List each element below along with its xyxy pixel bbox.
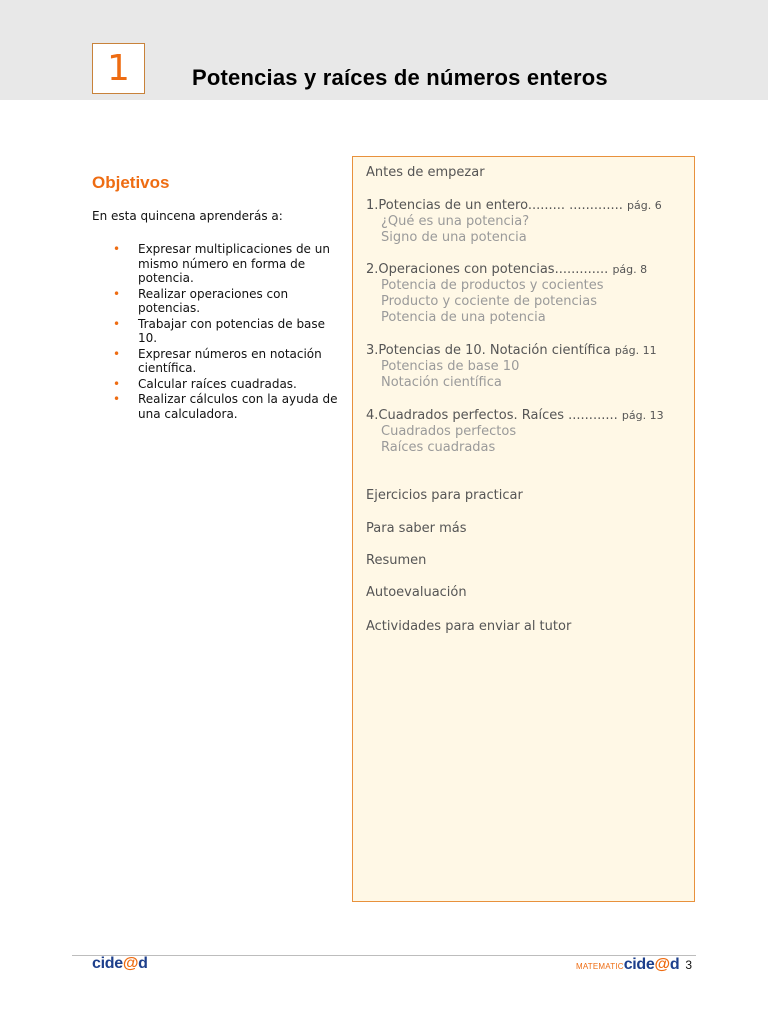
table-of-contents xyxy=(352,156,695,902)
objective-item: • Realizar operaciones con potencias. xyxy=(113,286,289,315)
toc-item-before[interactable]: Antes de empezar xyxy=(366,165,485,180)
bullet-icon: • xyxy=(113,316,121,331)
cidead-logo: cide@d xyxy=(92,955,148,972)
toc-subitem[interactable]: Notación científica xyxy=(381,375,502,390)
toc-section-1[interactable]: 1.Potencias de un entero......... ............. pág. 6 xyxy=(366,198,662,213)
subject-label: MATEMATIC xyxy=(575,962,624,971)
toc-item-summary[interactable]: Resumen xyxy=(366,553,427,568)
toc-subitem[interactable]: Producto y cociente de potencias xyxy=(381,294,598,309)
toc-subitem[interactable]: Raíces cuadradas xyxy=(381,440,496,455)
toc-item-self-assessment[interactable]: Autoevaluación xyxy=(366,585,467,600)
toc-subitem[interactable]: Potencia de una potencia xyxy=(381,310,546,325)
toc-subitem[interactable]: Potencia de productos y cocientes xyxy=(381,278,604,293)
toc-subitem[interactable]: Potencias de base 10 xyxy=(381,359,520,374)
toc-subitem[interactable]: ¿Qué es una potencia? xyxy=(381,214,530,229)
bullet-icon: • xyxy=(113,392,121,406)
objectives-intro: En esta quincena aprenderás a: xyxy=(92,209,283,223)
toc-item-exercises[interactable]: Ejercicios para practicar xyxy=(366,488,523,503)
cidead-logo-small: cide@d xyxy=(623,956,680,973)
unit-number: 1 xyxy=(107,48,130,89)
objective-item: • Calcular raíces cuadradas. xyxy=(113,376,297,391)
toc-item-tutor-activities[interactable]: Actividades para enviar al tutor xyxy=(366,619,572,634)
bullet-icon: • xyxy=(113,242,121,256)
toc-section-2[interactable]: 2.Operaciones con potencias............. pág. 8 xyxy=(366,262,648,277)
objective-item: • Expresar multiplicaciones de un mismo número en forma de potencia. xyxy=(113,242,330,285)
objectives-list xyxy=(113,242,343,422)
toc-subitem[interactable]: Cuadrados perfectos xyxy=(381,424,517,439)
bullet-icon: • xyxy=(113,376,121,391)
objective-item: • Realizar cálculos con la ayuda de una calculadora. xyxy=(113,392,338,421)
toc-section-3[interactable]: 3.Potencias de 10. Notación científica pág. 11 xyxy=(366,343,657,358)
unit-number-box xyxy=(92,43,145,94)
objective-item: • Expresar números en notación científica. xyxy=(113,346,322,375)
bullet-icon: • xyxy=(113,346,121,361)
objective-item: • Trabajar con potencias de base 10. xyxy=(113,316,326,345)
page-title: Potencias y raíces de números enteros xyxy=(192,65,608,90)
footer-right xyxy=(576,956,692,974)
toc-section-4[interactable]: 4.Cuadrados perfectos. Raíces ............ pág. 13 xyxy=(366,408,664,423)
bullet-icon: • xyxy=(113,286,121,301)
objectives-heading: Objetivos xyxy=(92,173,170,192)
page-number: 3 xyxy=(685,958,692,972)
toc-item-more[interactable]: Para saber más xyxy=(366,521,467,536)
toc-subitem[interactable]: Signo de una potencia xyxy=(381,230,527,245)
